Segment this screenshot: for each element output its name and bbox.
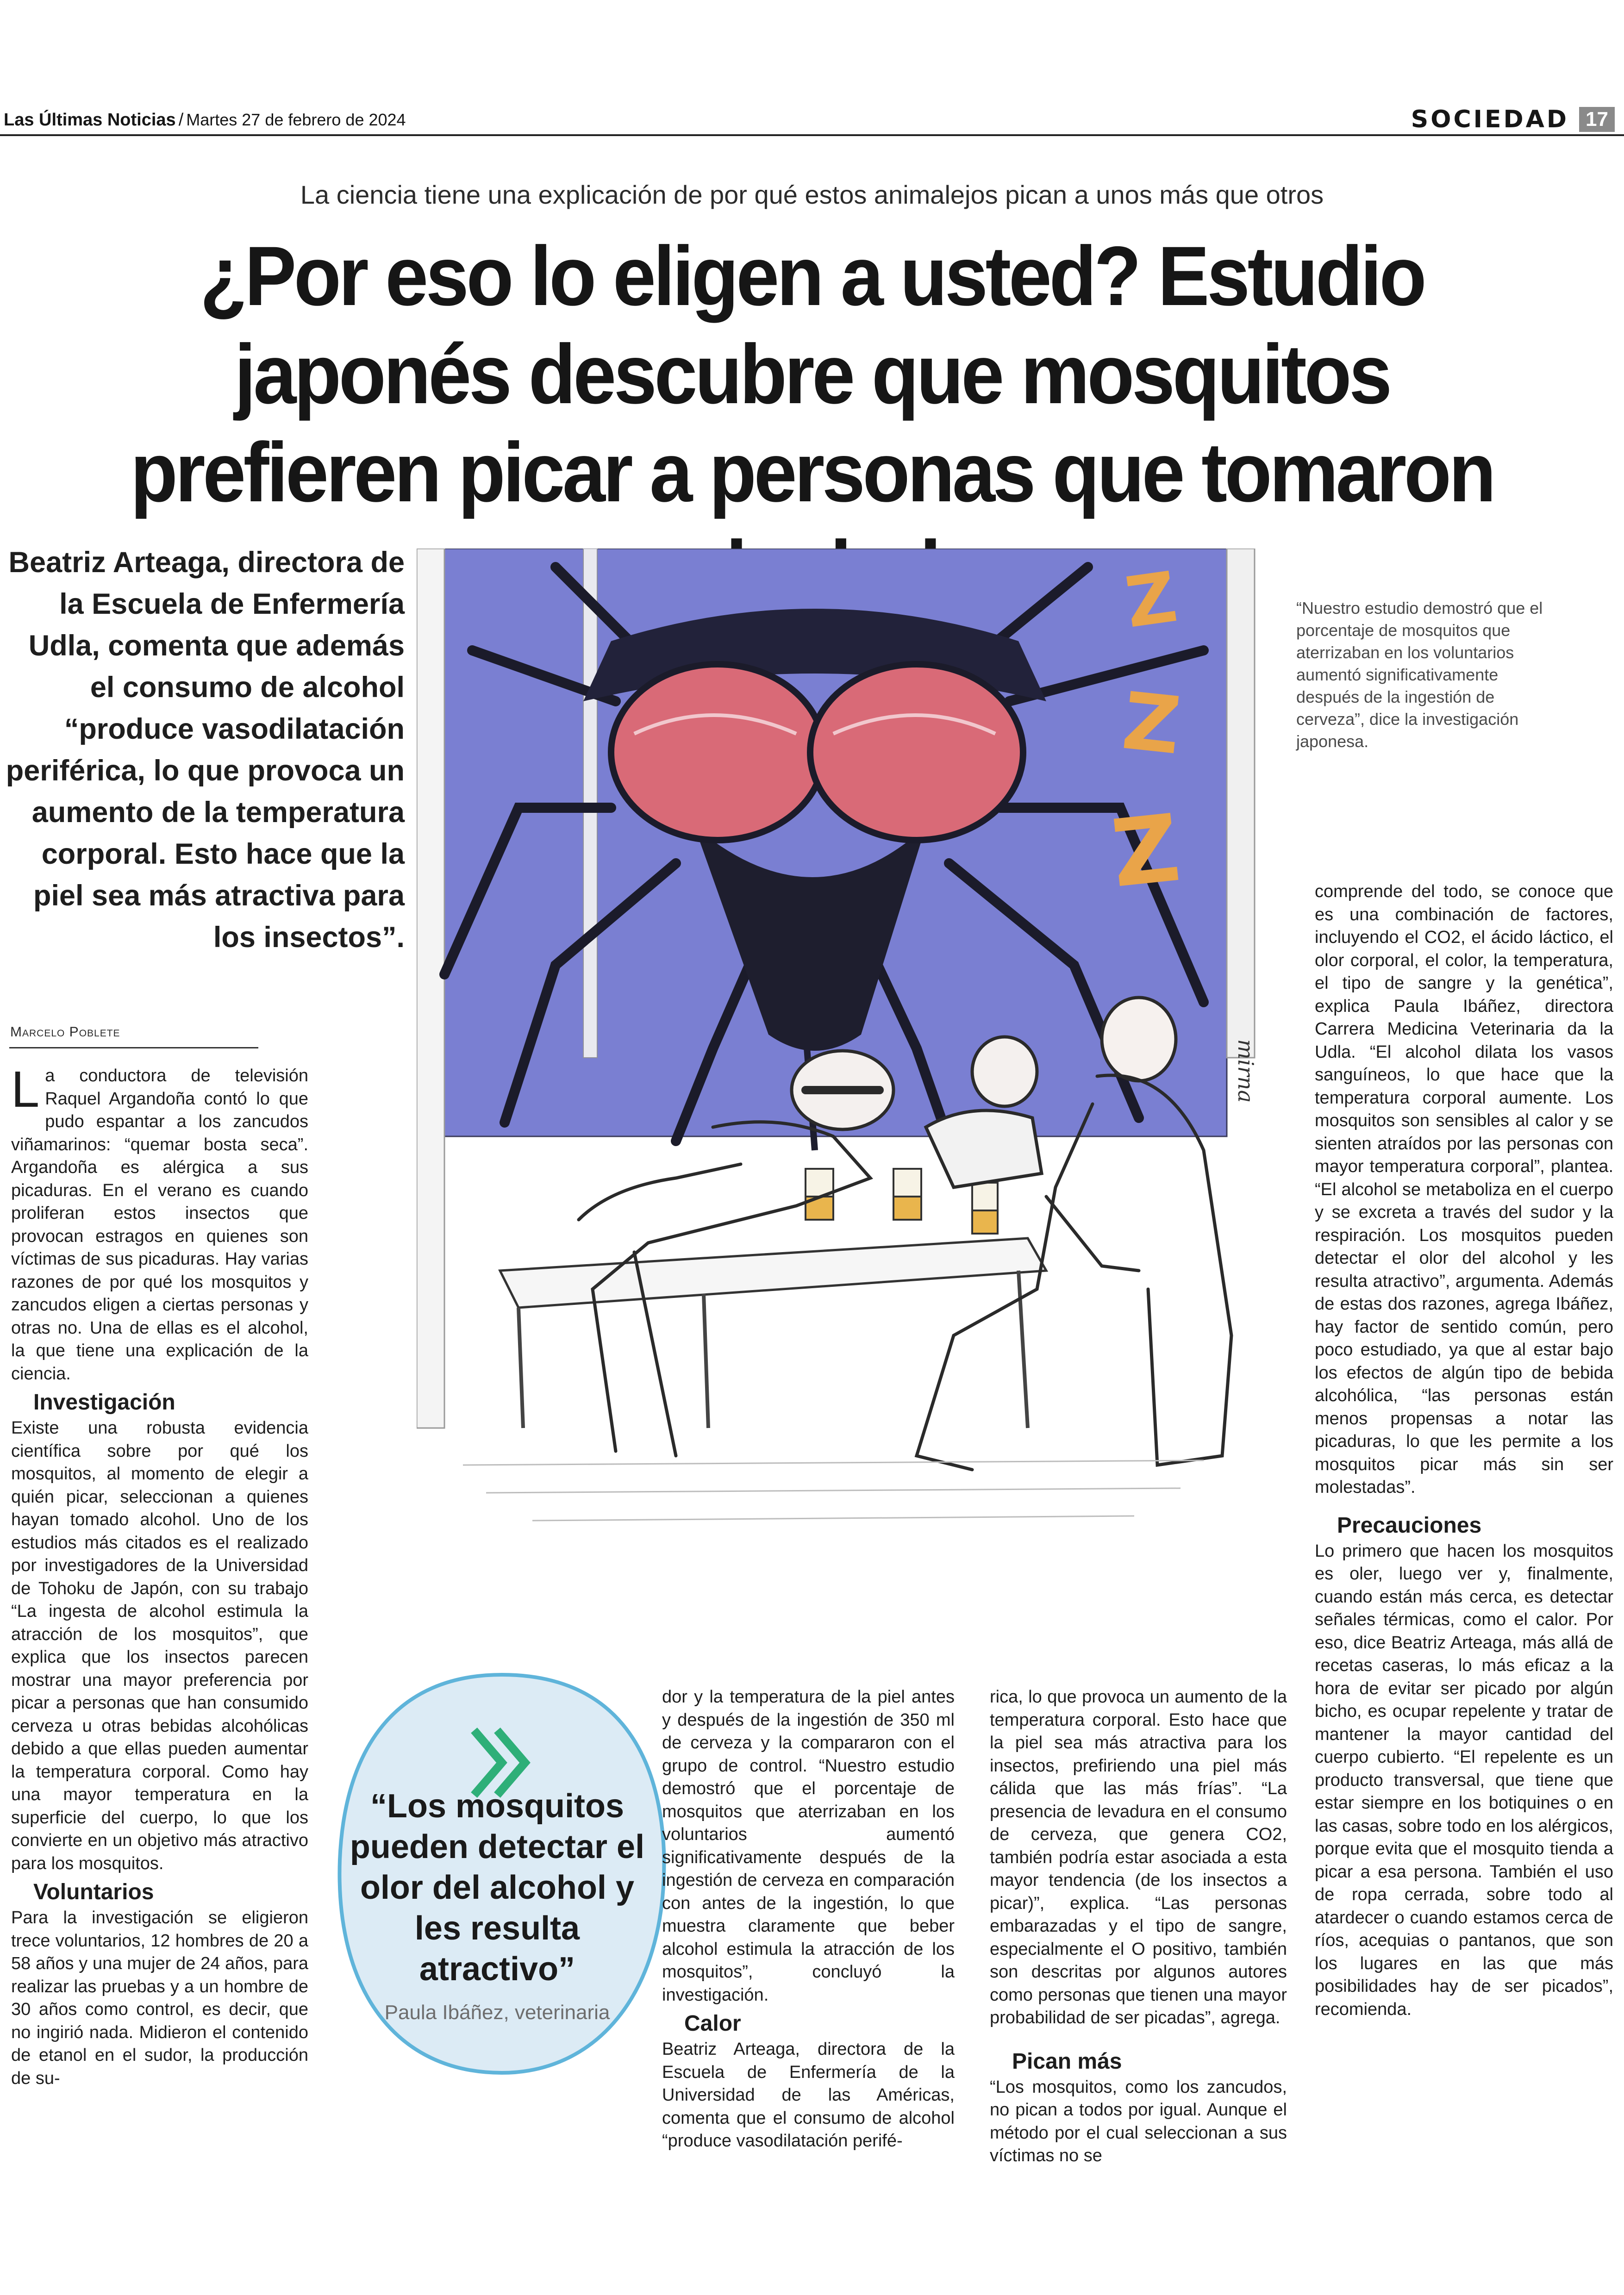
pullquote-author: Paula Ibáñez, veterinaria <box>384 2001 610 2024</box>
paragraph-col5: comprende del todo, se conoce que es una combinación de factores, incluyendo el CO2, el ácido láctico, el olor corporal, el color, la temperatura, el tipo de sangre y la genética”, explica Paula Ibáñez, directora Carrera Medicina Veterinaria da la Udla. “El alcohol dilata los vasos sanguíneos, lo que hace que la temperatura corporal aumente. Los mosquitos son sensibles al calor y se sienten atraídos por las personas con mayor temperatura corporal”, plantea. “El alcohol se metaboliza en el cuerpo y se excreta a través del sudor y la respiración. Los mosquitos pueden detectar el olor del alcohol y les resulta atractivo”, argumenta. Además de estas dos razones, agrega Ibáñez, hay factor de sentido común, pero poco estudiado, ya que al estar bajo los efectos de algún tipo de bebida alcohólica, “las personas están menos propensas a notar las picaduras, lo que les permite a los mosquitos picar más sin ser molestadas”. <box>1315 882 1613 1497</box>
zzz-letter-2: Z <box>1118 675 1185 773</box>
illustration <box>417 549 1282 1548</box>
mosquito-eye-right <box>810 664 1023 840</box>
subhead-pican-mas: Pican más <box>1012 2049 1122 2074</box>
publication-date: Martes 27 de febrero de 2024 <box>186 110 406 129</box>
paragraph-calor: Beatriz Arteaga, directora de la Escuela de Enfermería de la Universidad de las Américas, comenta que el consumo de alcohol “produce vasodilatación perifé- <box>662 2039 955 2151</box>
zzz-letter-1: Z <box>1120 557 1182 644</box>
column-4 <box>990 1686 1287 2168</box>
paragraph-pican-mas: “Los mosquitos, como los zancudos, no pican a todos por igual. Aunque el método por el cual seleccionan a sus víctimas no se <box>990 2077 1287 2165</box>
zzz-letter-3: Z <box>1106 794 1185 909</box>
byline-rule <box>9 1047 258 1048</box>
subhead-voluntarios: Voluntarios <box>33 1880 154 1904</box>
header-rule <box>0 134 1624 136</box>
paragraph-investigacion: Existe una robusta evidencia científica sobre por qué los mosquitos, al momento de elegir a quién picar, seleccionan a quienes hayan tomado alcohol. Uno de los estudios más citados es el realizado por investigadores de la Universidad de Tohoku de Japón, con su trabajo “La ingesta de alcohol estimula la atracción de los mosquitos”, que explica que los insectos parecen mostrar una mayor preferencia por picar a personas que han consumido cerveza u otras bebidas alcohólicas debido a que ellas pueden aumentar la temperatura corporal. Como hay una mayor temperatura en la superficie del cuerpo, lo que los convierte en un objetivo más atractivo para los mosquitos. <box>11 1418 308 1873</box>
illustration-caption-quote: “Nuestro estudio demostró que el porcentaje de mosquitos que aterrizaban en los voluntarios aumentó significativamente después de la ingestión de cerveza”, dice la investigación japonesa. <box>1296 599 1543 751</box>
drop-cap: L <box>11 1061 40 1118</box>
intro-paragraph <box>11 1061 308 1385</box>
kicker: La ciencia tiene una explicación de por qué estos animalejos pican a unos más que otros <box>300 180 1324 209</box>
subhead-precauciones: Precauciones <box>1337 1513 1482 1538</box>
artist-signature: mirna <box>1233 1039 1258 1103</box>
section-name: SOCIEDAD <box>1411 106 1569 133</box>
subhead-calor: Calor <box>684 2011 741 2036</box>
column-1 <box>11 1061 308 2090</box>
header-separator: / <box>178 110 184 130</box>
paragraph-voluntarios: Para la investigación se eligieron trece voluntarios, 12 hombres de 20 a 58 años y una mujer de 24 años, para realizar las pruebas y a un hombre de 30 años como control, es decir, que no ingirió nada. Midieron el contenido de etanol en el sudor, la producción de su- <box>11 1908 308 2088</box>
paragraph-col4: rica, lo que provoca un aumento de la temperatura corporal. Esto hace que la piel sea más atractiva para los insectos, prefiriendo una piel más cálida que las más frías”. “La presencia de levadura en el consumo de cerveza, que genera CO2, también podría estar asociada a esta mayor tendencia (de los insectos a picar)”, explica. “Las personas embarazadas y el tipo de sangre, especialmente el O positivo, también son descritas por algunos autores como personas que tienen una mayor probabilidad de ser picadas”, agrega. <box>990 1687 1287 2027</box>
pullquote-text: “Los mosquitos pueden detectar el olor del alcohol y les resulta atractivo” <box>350 1788 645 1988</box>
mosquito-eye-left <box>611 664 824 840</box>
section-header <box>1411 106 1615 133</box>
paragraph-col3: dor y la temperatura de la piel antes y después de la ingestión de 350 ml de cerveza y la compararon con el grupo de control. “Nuestro estudio demostró que el porcentaje de mosquitos que aterrizaban en los voluntarios aumentó significativamente después de la ingestión de cerveza en comparación con antes de la ingestión, lo que muestra claramente que beber alcohol estimula la atracción de los mosquitos”, concluyó la investigación. <box>662 1687 955 2005</box>
subhead-investigacion: Investigación <box>33 1390 175 1415</box>
intro-text: a conductora de televisión Raquel Argandoña contó lo que pudo espantar a los zancudos viñamarinos: “quemar bosta seca”. Argandoña es alérgica a sus picaduras. En el verano es cuando proliferan estos insectos que provocan estragos en quienes son víctimas de sus picaduras. Hay varias razones de por qué los mosquitos y zancudos eligen a ciertas personas y otras no. Una de ellas es el alcohol, la que tiene una explicación de la ciencia. <box>11 1066 308 1384</box>
masthead <box>4 110 406 130</box>
column-5 <box>1315 880 1613 2021</box>
byline: Marcelo Poblete <box>10 1024 120 1040</box>
lead-paragraph: Beatriz Arteaga, directora de la Escuela de Enfermería Udla, comenta que además el consumo de alcohol “produce vasodilatación periférica, lo que provoca un aumento de la temperatura corporal. Esto hace que la piel sea más atractiva para los insectos”. <box>6 546 405 954</box>
newspaper-name: Las Últimas Noticias <box>4 110 176 130</box>
headline: ¿Por eso lo eligen a usted? Estudio japonés descubre que mosquitos prefieren picar a personas que tomaron <box>130 229 1494 519</box>
page-number: 17 <box>1579 107 1615 132</box>
paragraph-precauciones: Lo primero que hacen los mosquitos es oler, luego ver y, finalmente, cuando están más cerca, es detectar señales térmicas, como el calor. Por eso, dice Beatriz Arteaga, más allá de recetas caseras, lo más eficaz a la hora de evitar ser picado por algún bicho, es ocupar repelente y tratar de mantener la mayor cantidad del cuerpo cubierto. “El repelente es un producto transversal, que tiene que estar siempre en los botiquines o en las casas, sobre todo en los alérgicos, porque evita que el mosquito tienda a picar a esa persona. También el uso de ropa cerrada, sobre todo al atardecer o cuando estamos cerca de ríos, acequias o pantanos, que son los lugares en las que más posibilidades hay de ser picados”, recomienda. <box>1315 1541 1613 2019</box>
column-3 <box>662 1686 955 2153</box>
